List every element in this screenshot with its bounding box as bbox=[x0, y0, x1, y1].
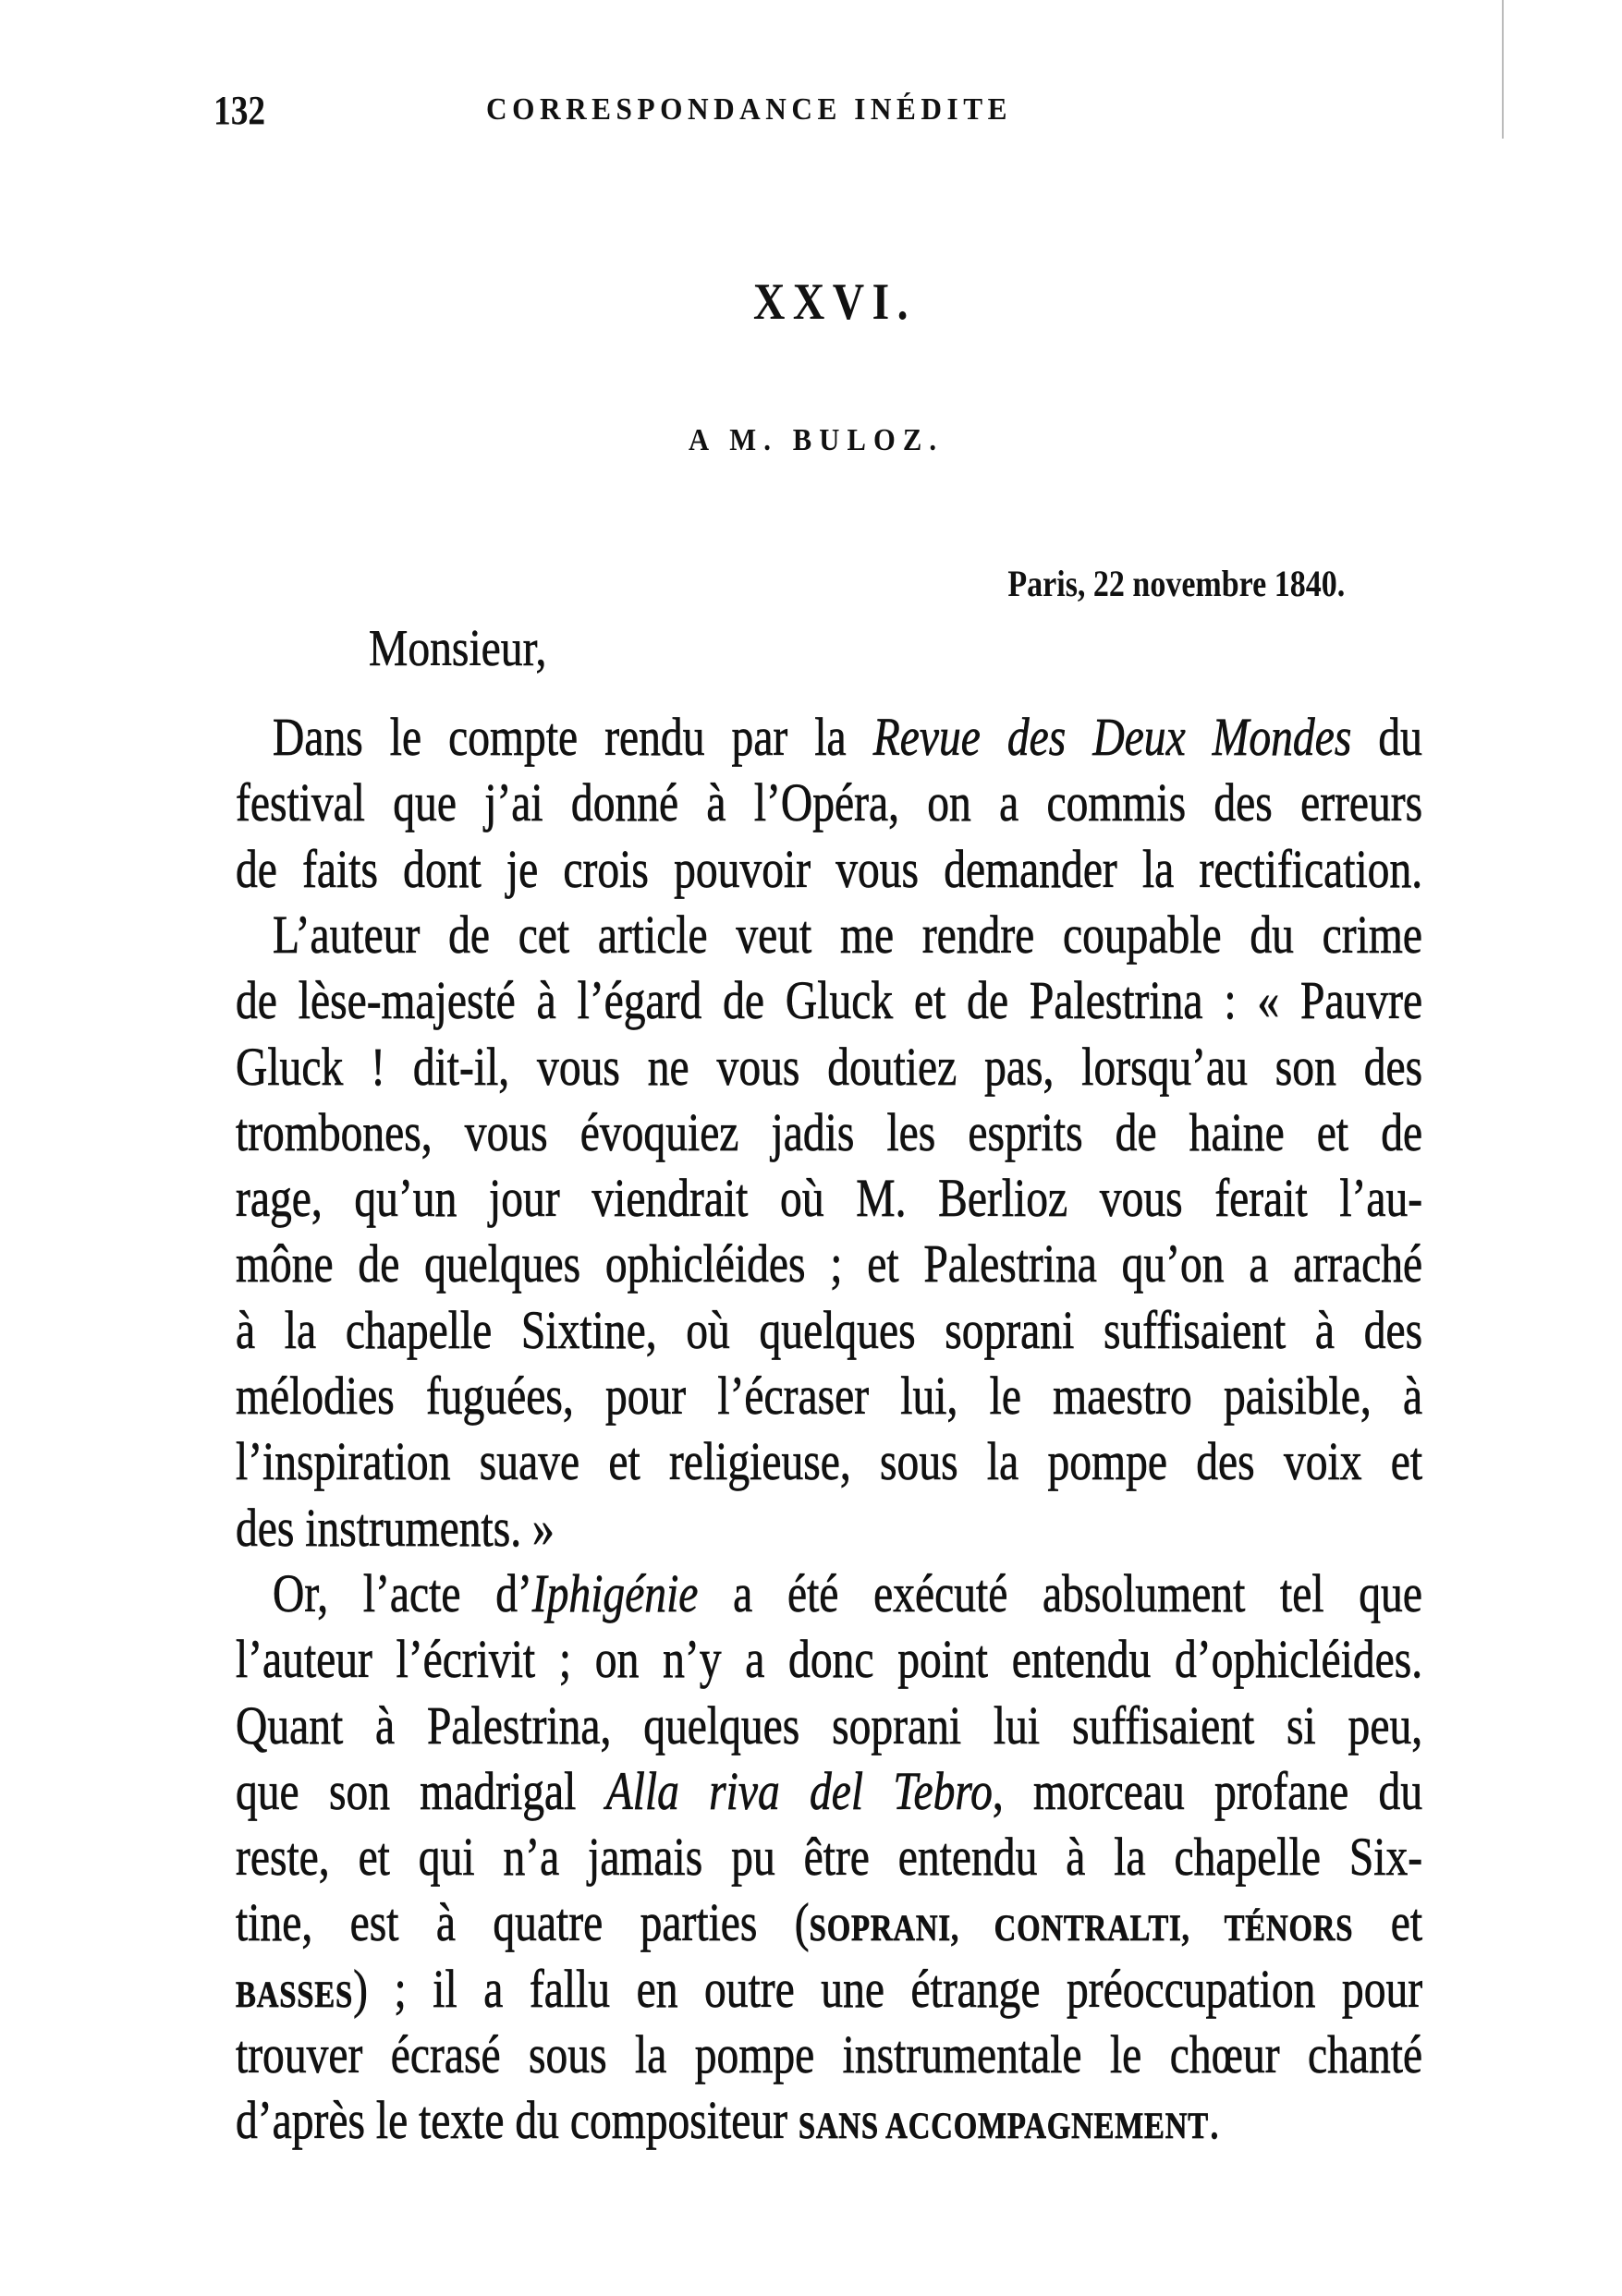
text-segment: et bbox=[1353, 1892, 1423, 1953]
text-segment: que son madrigal bbox=[236, 1760, 606, 1821]
italic-title: Revue des Deux Mondes bbox=[872, 707, 1352, 767]
letter-addressee: A M. BULOZ. bbox=[689, 423, 945, 457]
text-segment: . bbox=[1208, 2090, 1220, 2151]
text-segment: Or, l’acte d’ bbox=[273, 1562, 532, 1623]
text-line bbox=[236, 1100, 1422, 1165]
text-line bbox=[236, 1232, 1422, 1296]
text-line bbox=[236, 968, 1422, 1033]
letter-date: Paris, 22 novembre 1840. bbox=[1007, 563, 1345, 604]
small-caps-text: BASSES bbox=[236, 1973, 354, 2015]
text-line bbox=[236, 1166, 1422, 1231]
text-line bbox=[236, 837, 1422, 902]
text-line bbox=[236, 1364, 1422, 1428]
text-line bbox=[236, 1957, 1422, 2027]
text-segment: Quant à Palestrina, quelques soprani lui suffisaient si peu, bbox=[236, 1695, 1423, 1755]
text-segment: festival que j’ai donné à l’Opéra, on a commis des erreurs bbox=[236, 772, 1423, 833]
text-segment: , morceau profane du bbox=[992, 1760, 1423, 1821]
text-line bbox=[236, 1890, 1422, 1961]
text-segment: du bbox=[1351, 707, 1422, 767]
text-line bbox=[236, 2023, 1422, 2087]
text-segment: trouver écrasé sous la pompe instrumentale le chœur chanté bbox=[236, 2024, 1423, 2084]
text-segment: l’inspiration suave et religieuse, sous la pompe des voix et bbox=[236, 1431, 1423, 1492]
text-segment: des instruments. » bbox=[236, 1497, 555, 1558]
running-title: CORRESPONDANCE INÉDITE bbox=[486, 92, 1012, 127]
text-line bbox=[273, 903, 1422, 967]
letter-number: XXVI. bbox=[753, 273, 917, 331]
text-segment: L’auteur de cet article veut me rendre coupable du crime bbox=[273, 904, 1422, 965]
letter-salutation: Monsieur, bbox=[369, 620, 547, 677]
text-line bbox=[236, 1627, 1422, 1692]
text-line bbox=[236, 1035, 1422, 1099]
text-segment: à la chapelle Sixtine, où quelques soprani suffisaient à des bbox=[236, 1299, 1423, 1360]
text-line bbox=[236, 1298, 1422, 1363]
text-line bbox=[236, 771, 1422, 835]
text-segment: reste, et qui n’a jamais pu être entendu à la chapelle Six- bbox=[236, 1827, 1423, 1888]
text-segment: mélodies fuguées, pour l’écraser lui, le maestro paisible, à bbox=[236, 1366, 1423, 1426]
small-caps-text: SOPRANI, CONTRALTI, TÉNORS bbox=[809, 1907, 1354, 1950]
text-line bbox=[236, 1825, 1422, 1889]
text-line bbox=[236, 1759, 1422, 1824]
text-line bbox=[236, 2088, 1422, 2158]
text-segment: Dans le compte rendu par la bbox=[273, 707, 873, 767]
italic-title: Iphigénie bbox=[531, 1562, 699, 1623]
text-segment: trombones, vous évoquiez jadis les esprits de haine et de bbox=[236, 1101, 1423, 1162]
small-caps-text: SANS ACCOMPAGNEMENT bbox=[798, 2105, 1209, 2147]
text-segment: l’auteur l’écrivit ; on n’y a donc point entendu d’ophicléides. bbox=[236, 1629, 1423, 1690]
text-segment: de faits dont je crois pouvoir vous demander la rectification. bbox=[236, 838, 1423, 899]
text-line bbox=[273, 705, 1422, 770]
text-segment: tine, est à quatre parties ( bbox=[236, 1892, 810, 1953]
text-line bbox=[236, 1694, 1422, 1758]
text-line bbox=[273, 1561, 1422, 1626]
text-segment: Gluck ! dit-il, vous ne vous doutiez pas, lorsqu’au son des bbox=[236, 1036, 1423, 1097]
text-segment: ) ; il a fallu en outre une étrange préoccupation pour bbox=[353, 1958, 1423, 2019]
text-line bbox=[236, 1429, 1422, 1494]
text-segment: de lèse-majesté à l’égard de Gluck et de Palestrina : « Pauvre bbox=[236, 970, 1423, 1031]
text-line bbox=[236, 1496, 1422, 1561]
text-segment: rage, qu’un jour viendrait où M. Berlioz vous ferait l’au- bbox=[236, 1168, 1423, 1229]
text-segment: mône de quelques ophicléides ; et Palestrina qu’on a arraché bbox=[236, 1233, 1423, 1294]
text-segment: d’après le texte du compositeur bbox=[236, 2090, 799, 2151]
page-edge-divider bbox=[1502, 0, 1504, 139]
text-segment: a été exécuté absolument tel que bbox=[698, 1562, 1422, 1623]
italic-title: Alla riva del Tebro bbox=[605, 1760, 993, 1821]
page-number: 132 bbox=[213, 88, 266, 133]
